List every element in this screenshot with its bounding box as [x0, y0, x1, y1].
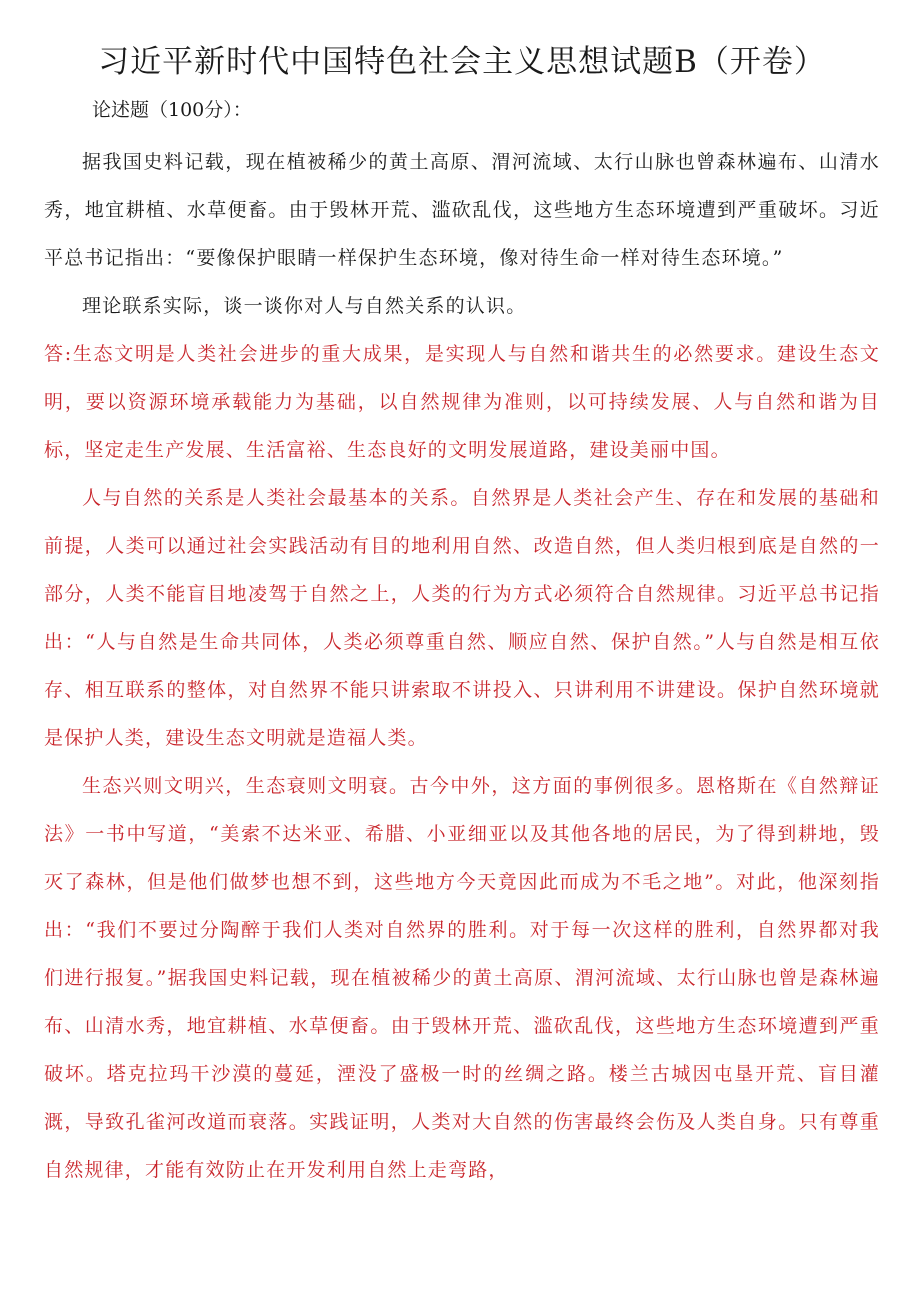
question-paragraph-1: 据我国史料记载，现在植被稀少的黄土高原、渭河流域、太行山脉也曾森林遍布、山清水秀，地宜耕植、水草便畜。由于毁林开荒、滥砍乱伐，这些地方生态环境遭到严重破坏。习近平总书记指出：“要像保护眼睛一样保护生态环境，像对待生命一样对待生态环境。” [44, 151, 880, 269]
section-heading: 论述题（100分）： [92, 99, 252, 121]
answer-paragraph-1 [44, 330, 880, 474]
question-paragraph-2: 理论联系实际，谈一谈你对人与自然关系的认识。 [82, 295, 527, 317]
answer-paragraph-1-text: 生态文明是人类社会进步的重大成果，是实现人与自然和谐共生的必然要求。建设生态文明，要以资源环境承载能力为基础，以自然规律为准则，以可持续发展、人与自然和谐为目标，坚定走生产发展、生活富裕、生态良好的文明发展道路，建设美丽中国。 [44, 343, 880, 461]
document-title: 习近平新时代中国特色社会主义思想试题B（开卷） [98, 44, 826, 80]
answer-paragraph-2: 人与自然的关系是人类社会最基本的关系。自然界是人类社会产生、存在和发展的基础和前提，人类可以通过社会实践活动有目的地利用自然、改造自然，但人类归根到底是自然的一部分，人类不能盲目地凌驾于自然之上，人类的行为方式必须符合自然规律。习近平总书记指出：“人与自然是生命共同体，人类必须尊重自然、顺应自然、保护自然。”人与自然是相互依存、相互联系的整体，对自然界不能只讲索取不讲投入、只讲利用不讲建设。保护自然环境就是保护人类，建设生态文明就是造福人类。 [44, 487, 880, 749]
answer-label: 答: [44, 343, 73, 365]
answer-paragraph-3: 生态兴则文明兴，生态衰则文明衰。古今中外，这方面的事例很多。恩格斯在《自然辩证法》一书中写道，“美索不达米亚、希腊、小亚细亚以及其他各地的居民，为了得到耕地，毁灭了森林，但是他们做梦也想不到，这些地方今天竟因此而成为不毛之地”。对此，他深刻指出：“我们不要过分陶醉于我们人类对自然界的胜利。对于每一次这样的胜利，自然界都对我们进行报复。”据我国史料记载，现在植被稀少的黄土高原、渭河流域、太行山脉也曾是森林遍布、山清水秀，地宜耕植、水草便畜。由于毁林开荒、滥砍乱伐，这些地方生态环境遭到严重破坏。塔克拉玛干沙漠的蔓延，湮没了盛极一时的丝绸之路。楼兰古城因屯垦开荒、盲目灌溉，导致孔雀河改道而衰落。实践证明，人类对大自然的伤害最终会伤及人类自身。只有尊重自然规律，才能有效防止在开发利用自然上走弯路， [44, 775, 880, 1181]
